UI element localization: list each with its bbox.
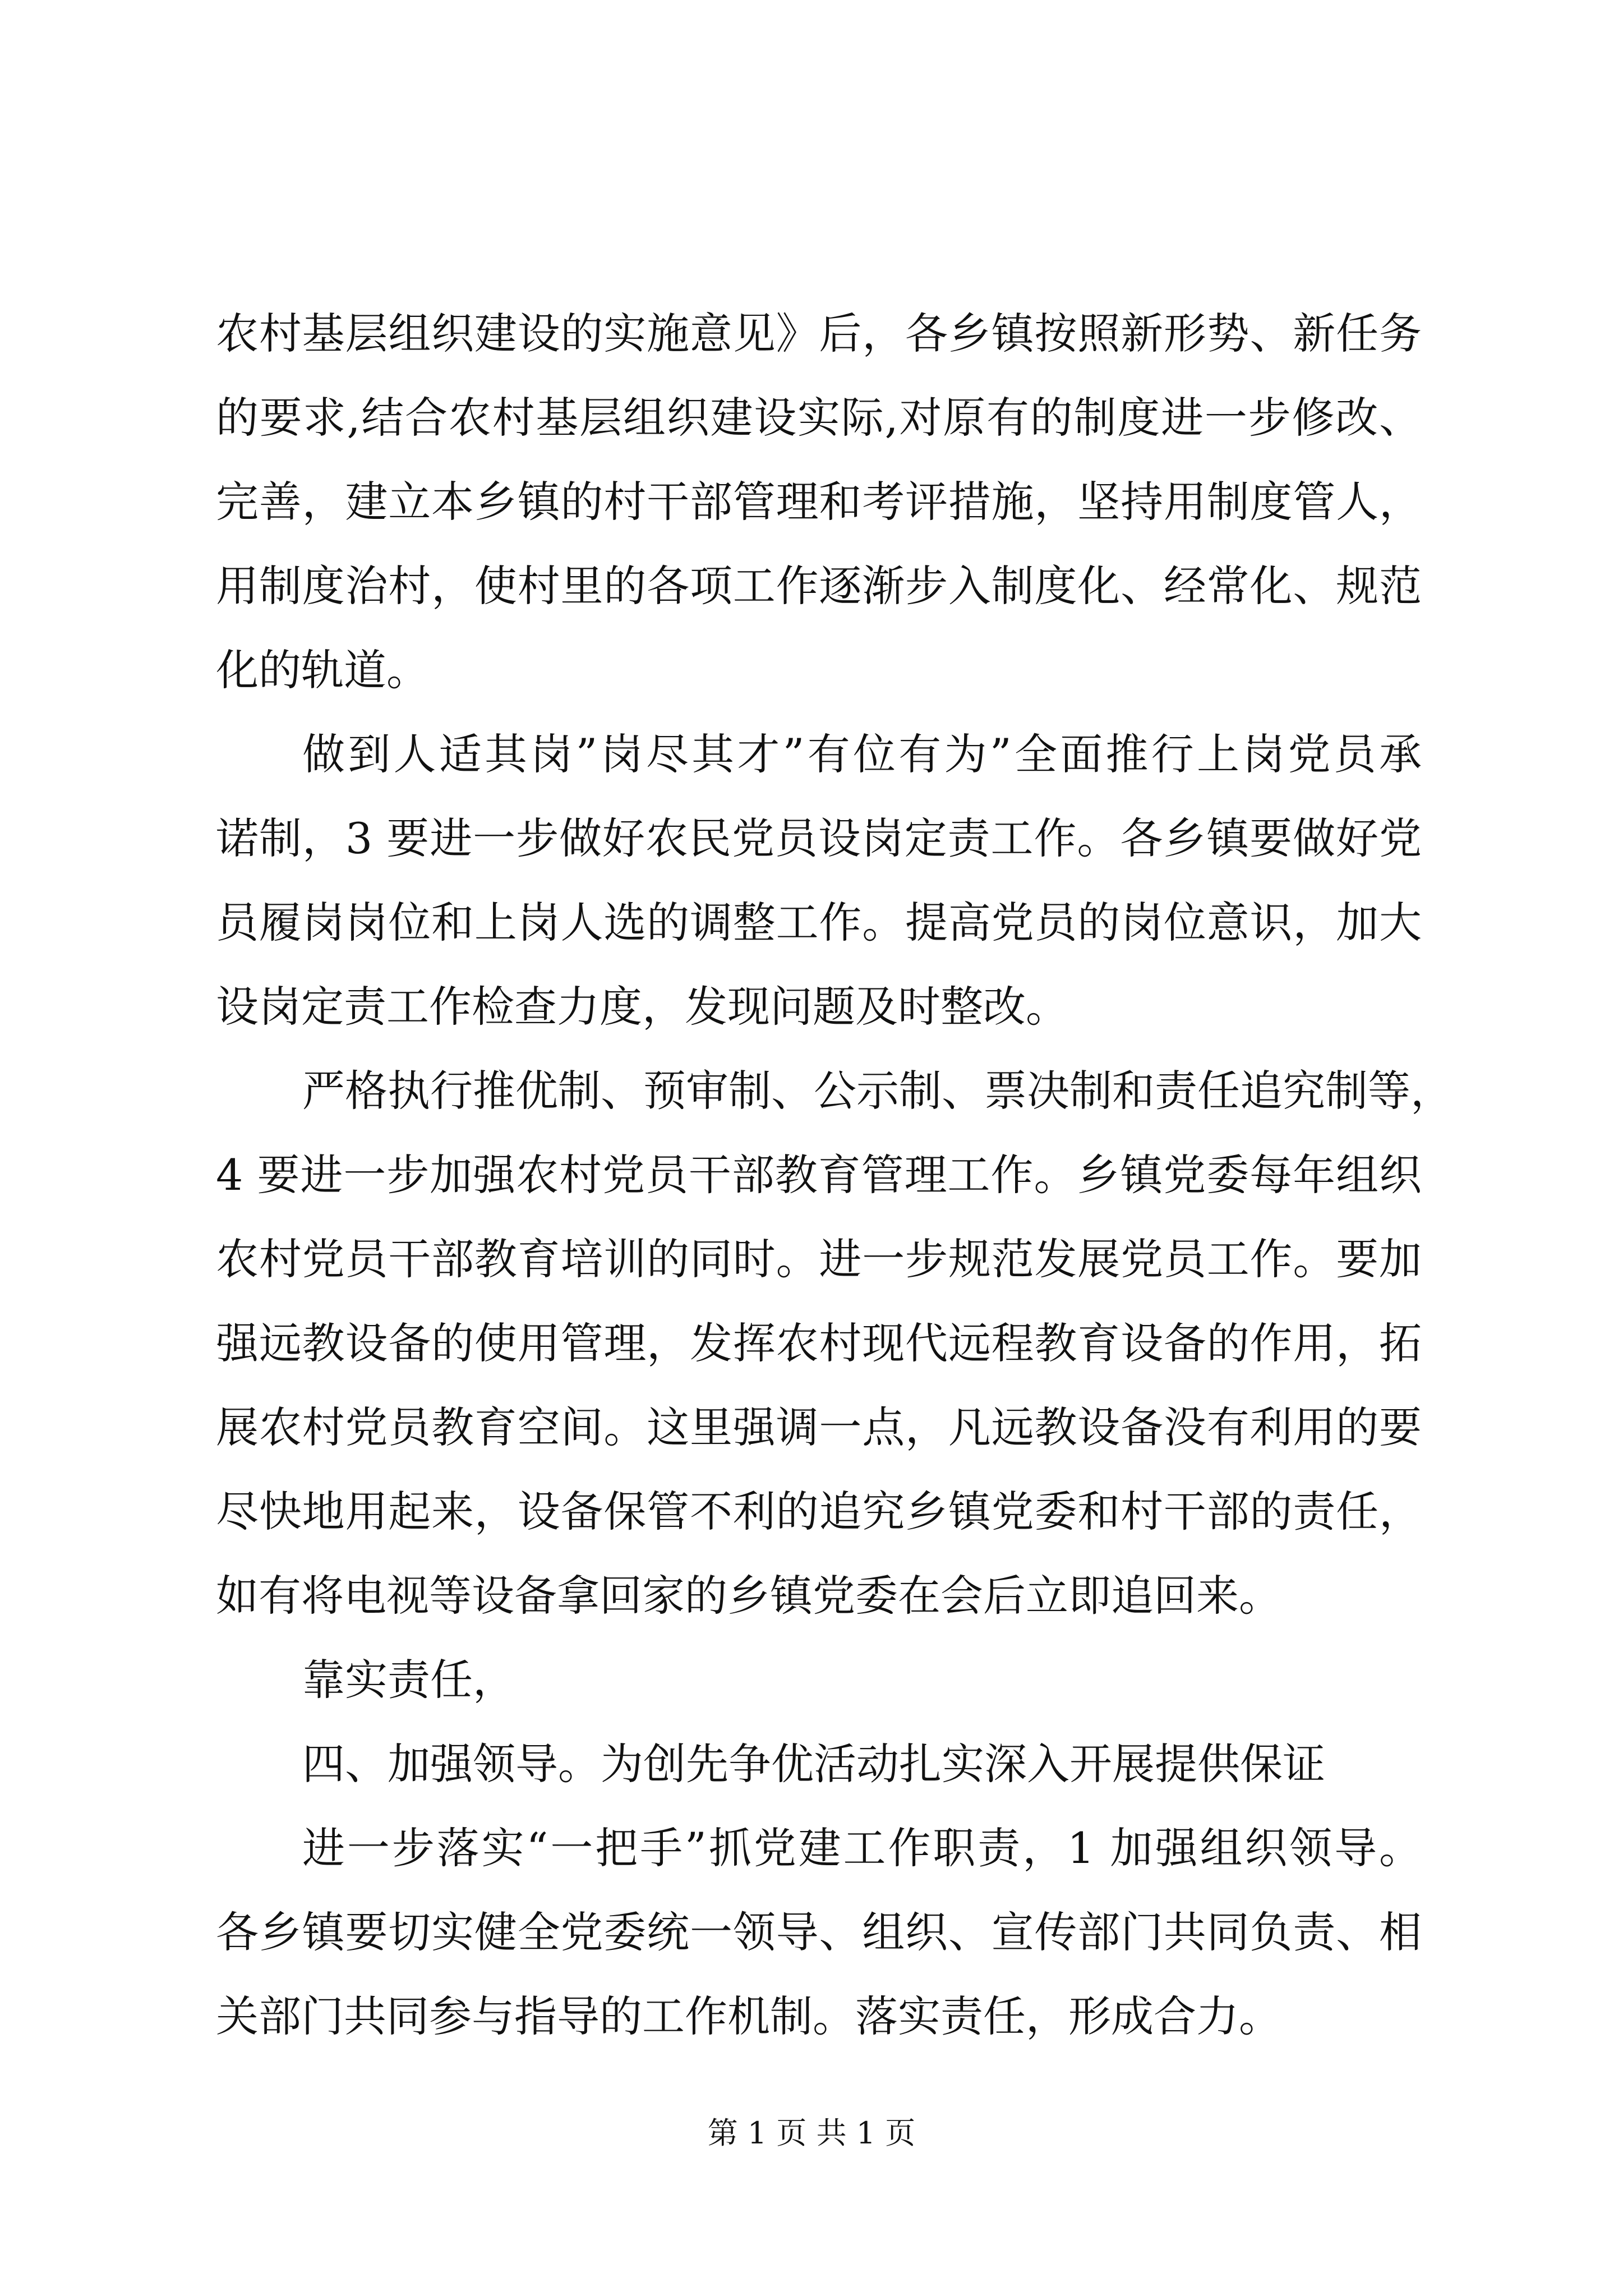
text-line: 各乡镇要切实健全党委统一领导、组织、宣传部门共同负责、相	[216, 1907, 1422, 1957]
text-line: 关部门共同参与指导的工作机制。落实责任，形成合力。	[216, 1991, 1281, 2041]
section-heading: 四、加强领导。为创先争优活动扎实深入开展提供保证	[302, 1739, 1325, 1789]
page-number: 第 1 页 共 1 页	[707, 2115, 916, 2151]
text-line: 的要求,结合农村基层组织建设实际,对原有的制度进一步修改、	[216, 393, 1422, 443]
text-line: 化的轨道。	[216, 645, 429, 695]
text-line: 完善，建立本乡镇的村干部管理和考评措施，坚持用制度管人，	[216, 477, 1422, 527]
text-line: 4 要进一步加强农村党员干部教育管理工作。乡镇党委每年组织	[216, 1150, 1422, 1200]
text-line: 尽快地用起来，设备保管不利的追究乡镇党委和村干部的责任，	[216, 1487, 1422, 1536]
text-line: 强远教设备的使用管理，发挥农村现代远程教育设备的作用，拓	[216, 1318, 1422, 1368]
text-line: 设岗定责工作检查力度，发现问题及时整改。	[216, 982, 1068, 1032]
paragraph-first-line: 严格执行推优制、预审制、公示制、票决制和责任追究制等，	[302, 1066, 1453, 1116]
text-line: 农村基层组织建设的实施意见》后，各乡镇按照新形势、新任务	[216, 309, 1422, 358]
paragraph-first-line: 做到人适其岗”岗尽其才”有位有为”全面推行上岗党员承	[302, 729, 1422, 779]
paragraph-first-line: 进一步落实“一把手”抓党建工作职责，1 加强组织领导。	[302, 1823, 1422, 1873]
text-line: 展农村党员教育空间。这里强调一点，凡远教设备没有利用的要	[216, 1402, 1422, 1452]
text-line: 诺制，3 要进一步做好农民党员设岗定责工作。各乡镇要做好党	[216, 813, 1422, 863]
document-body	[216, 292, 1453, 2059]
text-line: 员履岗岗位和上岗人选的调整工作。提高党员的岗位意识，加大	[216, 898, 1422, 947]
page-footer	[0, 2114, 1623, 2153]
text-line: 农村党员干部教育培训的同时。进一步规范发展党员工作。要加	[216, 1234, 1422, 1284]
text-line: 如有将电视等设备拿回家的乡镇党委在会后立即追回来。	[216, 1571, 1281, 1621]
text-line: 用制度治村，使村里的各项工作逐渐步入制度化、经常化、规范	[216, 561, 1422, 611]
paragraph-first-line: 靠实责任，	[302, 1655, 515, 1705]
